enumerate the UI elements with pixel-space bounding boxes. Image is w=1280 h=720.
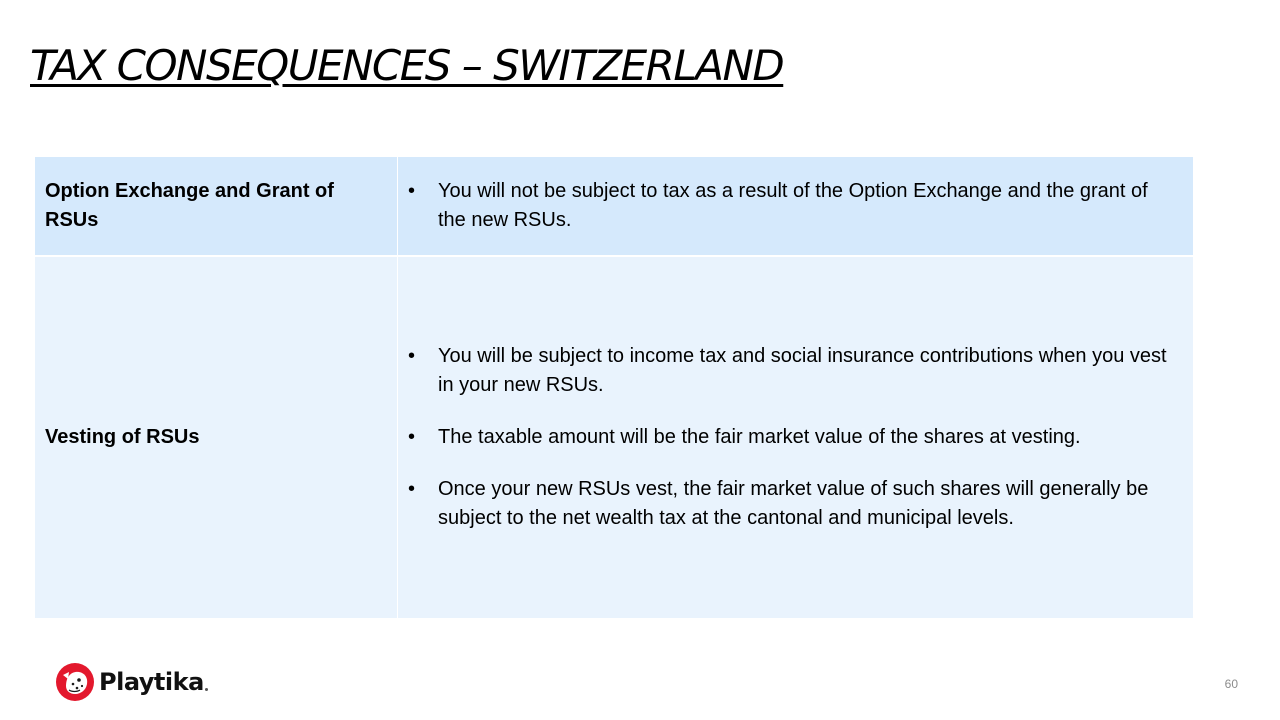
list-item	[408, 423, 1181, 452]
bullet-icon: •	[408, 180, 416, 202]
bullet-list	[398, 342, 1193, 533]
bullet-icon: •	[408, 426, 416, 448]
table-row	[35, 256, 1193, 618]
company-logo	[55, 662, 208, 702]
row-label-cell	[35, 256, 398, 618]
row-label: Option Exchange and Grant of RSUs	[45, 180, 334, 231]
list-item	[408, 177, 1181, 235]
bullet-text: Once your new RSUs vest, the fair market value of such shares will generally be subject to the net wealth tax at the cantonal and municipal levels.	[438, 478, 1149, 529]
slide-title: TAX CONSEQUENCES – SWITZERLAND	[30, 41, 784, 90]
bullet-text: The taxable amount will be the fair market value of the shares at vesting.	[438, 426, 1081, 448]
leopard-head-icon	[55, 662, 95, 702]
bullet-icon: •	[408, 345, 416, 367]
row-content-cell	[398, 256, 1194, 618]
row-label: Vesting of RSUs	[45, 426, 200, 448]
table-row	[35, 157, 1193, 256]
bullet-list	[398, 177, 1193, 235]
row-label-cell	[35, 157, 398, 256]
bullet-text: You will be subject to income tax and social insurance contributions when you vest in your new RSUs.	[438, 345, 1167, 396]
page-number: 60	[1224, 677, 1238, 691]
list-item	[408, 342, 1181, 400]
bullet-icon: •	[408, 478, 416, 500]
logo-wordmark: Playtika	[99, 668, 204, 696]
tax-consequences-table	[35, 157, 1193, 618]
bullet-text: You will not be subject to tax as a result of the Option Exchange and the grant of the new RSUs.	[438, 180, 1148, 231]
list-item	[408, 475, 1181, 533]
row-content-cell	[398, 157, 1194, 256]
logo-dot	[205, 688, 208, 691]
